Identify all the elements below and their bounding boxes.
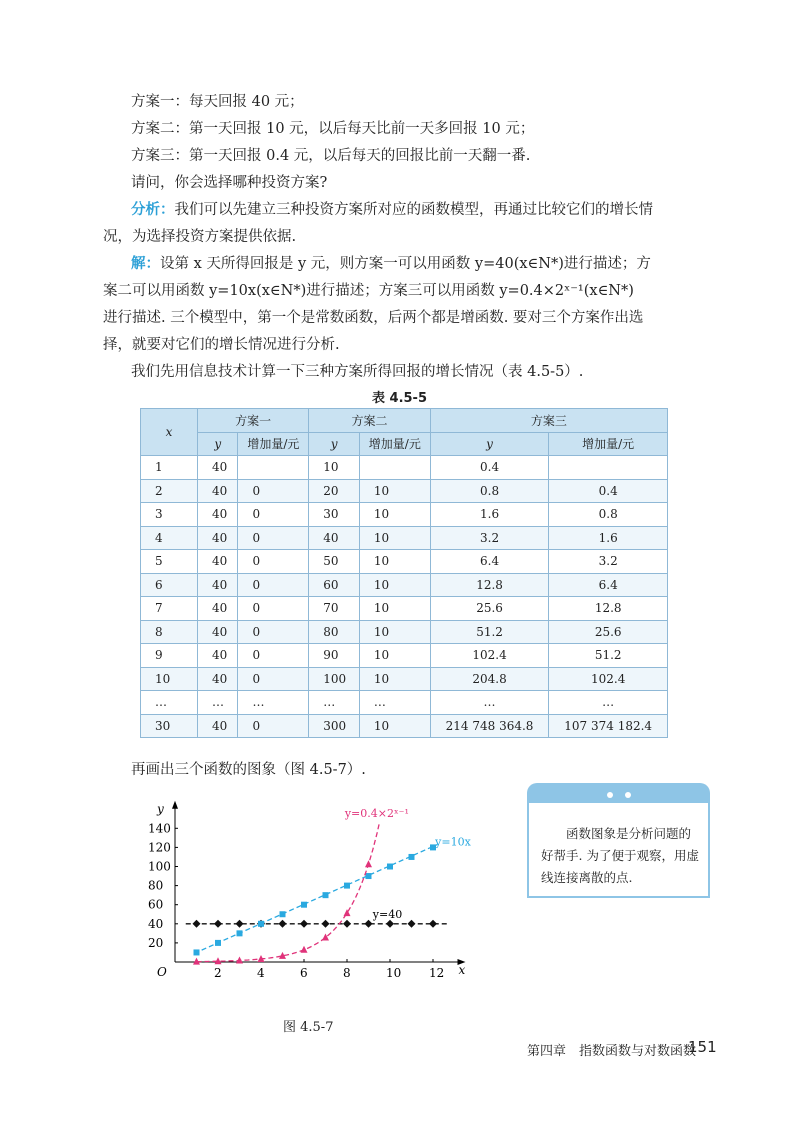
growth-table — [140, 408, 668, 738]
table-header-x: x — [141, 409, 198, 456]
table-cell: 51.2 — [430, 620, 549, 644]
table-cell: 7 — [141, 597, 198, 621]
table-row — [141, 526, 668, 550]
table-cell: 25.6 — [430, 597, 549, 621]
table-row — [141, 503, 668, 527]
data-point — [387, 864, 393, 870]
table-row — [141, 620, 668, 644]
data-point — [366, 873, 372, 879]
analysis-line-1 — [131, 200, 653, 220]
table-cell: 0.8 — [549, 503, 668, 527]
table-row — [141, 691, 668, 715]
table-cell: 30 — [309, 503, 360, 527]
table-cell — [359, 456, 430, 480]
table-cell: 10 — [359, 550, 430, 574]
table-subheader: 增加量/元 — [359, 432, 430, 456]
series-label: y=0.4×2ˣ⁻¹ — [344, 806, 409, 820]
table-cell: 40 — [198, 714, 238, 738]
data-point — [194, 949, 200, 955]
x-axis-label: x — [458, 963, 466, 977]
data-point — [280, 911, 286, 917]
side-note — [527, 783, 710, 898]
note-body — [527, 803, 710, 898]
table-cell: 20 — [309, 479, 360, 503]
solution-line-3: 进行描述. 三个模型中，第一个是常数函数，后两个都是增函数. 要对三个方案作出选 — [103, 310, 644, 326]
table-cell: 1.6 — [430, 503, 549, 527]
data-point — [301, 902, 307, 908]
data-point — [365, 920, 373, 928]
table-caption: 表 4.5-5 — [372, 391, 427, 406]
x-tick-label: 10 — [386, 966, 402, 980]
table-cell: … — [141, 691, 198, 715]
analysis-label: 分析： — [131, 202, 175, 218]
table-cell: 6.4 — [549, 573, 668, 597]
x-tick-label: 8 — [343, 966, 351, 980]
data-point — [193, 920, 201, 928]
data-point — [429, 920, 437, 928]
table-cell: 51.2 — [549, 644, 668, 668]
solution-text-1: 设第 x 天所得回报是 y 元，则方案一可以用函数 y=40(x∈N*)进行描述；方 — [160, 256, 651, 272]
graph-intro: 再画出三个函数的图象（图 4.5-7）. — [131, 762, 366, 778]
table-cell: 1 — [141, 456, 198, 480]
note-dot-icon — [625, 792, 631, 798]
table-subheader: y — [430, 432, 549, 456]
table-cell: … — [198, 691, 238, 715]
table-subheader: y — [198, 432, 238, 456]
table-cell: 10 — [359, 620, 430, 644]
data-point — [237, 930, 243, 936]
origin-label: O — [157, 965, 167, 979]
table-cell: 10 — [309, 456, 360, 480]
table-cell: 40 — [198, 479, 238, 503]
table-cell: 8 — [141, 620, 198, 644]
solution-label: 解： — [131, 256, 160, 272]
table-cell: 9 — [141, 644, 198, 668]
table-cell: 3.2 — [430, 526, 549, 550]
table-cell: 6 — [141, 573, 198, 597]
table-cell: 0 — [238, 550, 309, 574]
table-cell: 3 — [141, 503, 198, 527]
y-axis-arrow-icon — [172, 801, 178, 809]
table-cell: … — [359, 691, 430, 715]
note-dot-icon — [607, 792, 613, 798]
table-subheader: y — [309, 432, 360, 456]
table-cell: 2 — [141, 479, 198, 503]
table-cell: 10 — [359, 479, 430, 503]
table-cell: … — [549, 691, 668, 715]
y-tick-label: 80 — [148, 878, 164, 893]
note-text: 函数图象是分析问题的好帮手. 为了便于观察，用虚线连接离散的点. — [541, 826, 699, 885]
figure-caption: 图 4.5-7 — [283, 1020, 334, 1035]
table-cell: 0 — [238, 526, 309, 550]
data-point — [344, 883, 350, 889]
table-cell: 107 374 182.4 — [549, 714, 668, 738]
series-line — [194, 845, 437, 954]
solution-line-2: 案二可以用函数 y=10x(x∈N*)进行描述；方案三可以用函数 y=0.4×2ˣ⁻¹(x∈N*) — [103, 283, 634, 299]
table-cell: 0 — [238, 714, 309, 738]
table-cell: 0.4 — [430, 456, 549, 480]
question: 请问，你会选择哪种投资方案? — [131, 175, 328, 191]
series-label: y=10x — [435, 835, 471, 849]
table-row — [141, 714, 668, 738]
table-cell: 0.8 — [430, 479, 549, 503]
y-tick-label: 140 — [148, 821, 171, 836]
table-intro: 我们先用信息技术计算一下三种方案所得回报的增长情况（表 4.5-5）. — [131, 364, 584, 380]
table-cell: 50 — [309, 550, 360, 574]
y-tick-label: 60 — [148, 897, 164, 912]
table-cell: 10 — [359, 526, 430, 550]
table-cell: 10 — [359, 644, 430, 668]
table-cell: 0 — [238, 503, 309, 527]
table-header-plan1: 方案一 — [198, 409, 309, 433]
table-cell: 40 — [198, 456, 238, 480]
table-cell — [238, 456, 309, 480]
table-cell: 12.8 — [549, 597, 668, 621]
y-axis-label: y — [157, 801, 164, 816]
table-header-plan3: 方案三 — [430, 409, 667, 433]
solution-line-1 — [131, 254, 651, 274]
data-point — [236, 920, 244, 928]
table-cell: 60 — [309, 573, 360, 597]
table-header-plan2: 方案二 — [309, 409, 430, 433]
table-row — [141, 456, 668, 480]
table-cell: 40 — [198, 597, 238, 621]
table-cell: 0 — [238, 479, 309, 503]
table-cell: 70 — [309, 597, 360, 621]
data-point — [386, 920, 394, 928]
table-subheader: 增加量/元 — [238, 432, 309, 456]
data-point — [301, 946, 308, 953]
table-cell: 90 — [309, 644, 360, 668]
table-cell: 40 — [198, 550, 238, 574]
data-point — [409, 854, 415, 860]
table-cell: … — [309, 691, 360, 715]
data-point — [279, 920, 287, 928]
y-tick-label: 120 — [148, 840, 171, 855]
table-cell: 10 — [359, 597, 430, 621]
table-row — [141, 667, 668, 691]
series-label: y=40 — [372, 907, 403, 921]
plan-three: 方案三：第一天回报 0.4 元，以后每天的回报比前一天翻一番. — [131, 148, 531, 164]
table-cell: 10 — [141, 667, 198, 691]
page-number: 151 — [688, 1038, 717, 1056]
table-cell: 204.8 — [430, 667, 549, 691]
function-graph — [140, 782, 480, 1022]
table-cell: 214 748 364.8 — [430, 714, 549, 738]
y-tick-label: 40 — [148, 916, 164, 931]
table-cell: … — [238, 691, 309, 715]
series-line — [197, 824, 380, 962]
table-row — [141, 597, 668, 621]
table-cell: 40 — [198, 503, 238, 527]
table-cell: 80 — [309, 620, 360, 644]
table-cell: 40 — [309, 526, 360, 550]
table-cell: 1.6 — [549, 526, 668, 550]
table-cell: 10 — [359, 714, 430, 738]
table-subheader: 增加量/元 — [549, 432, 668, 456]
table-cell: … — [430, 691, 549, 715]
y-tick-label: 100 — [148, 859, 171, 874]
x-tick-label: 4 — [257, 966, 265, 980]
data-point — [300, 920, 308, 928]
data-point — [323, 892, 329, 898]
table-cell: 0 — [238, 573, 309, 597]
table-cell: 100 — [309, 667, 360, 691]
analysis-text-1: 我们可以先建立三种投资方案所对应的函数模型，再通过比较它们的增长情 — [174, 202, 653, 218]
table-cell — [549, 456, 668, 480]
table-cell: 102.4 — [430, 644, 549, 668]
table-row — [141, 479, 668, 503]
data-point — [215, 940, 221, 946]
table-row — [141, 573, 668, 597]
table-cell: 10 — [359, 667, 430, 691]
table-cell: 40 — [198, 667, 238, 691]
data-point — [408, 920, 416, 928]
table-cell: 5 — [141, 550, 198, 574]
table-cell: 12.8 — [430, 573, 549, 597]
table-cell: 4 — [141, 526, 198, 550]
x-tick-label: 2 — [214, 966, 222, 980]
table-cell: 40 — [198, 573, 238, 597]
table-cell: 40 — [198, 620, 238, 644]
table-cell: 10 — [359, 573, 430, 597]
table-row — [141, 550, 668, 574]
table-cell: 40 — [198, 644, 238, 668]
data-point — [214, 920, 222, 928]
x-tick-label: 12 — [429, 966, 445, 980]
table-cell: 0.4 — [549, 479, 668, 503]
table-cell: 0 — [238, 597, 309, 621]
table-cell: 10 — [359, 503, 430, 527]
data-point — [322, 934, 329, 941]
table-cell: 6.4 — [430, 550, 549, 574]
plan-two: 方案二：第一天回报 10 元，以后每天比前一天多回报 10 元； — [131, 121, 535, 137]
table-cell: 0 — [238, 667, 309, 691]
table-cell: 102.4 — [549, 667, 668, 691]
y-tick-label: 20 — [148, 935, 164, 950]
data-point — [322, 920, 330, 928]
table-cell: 25.6 — [549, 620, 668, 644]
plan-one: 方案一：每天回报 40 元； — [131, 94, 304, 110]
solution-line-4: 择，就要对它们的增长情况进行分析. — [103, 337, 340, 353]
data-point — [365, 860, 372, 867]
table-row — [141, 644, 668, 668]
chapter-title: 第四章 指数函数与对数函数 — [527, 1044, 697, 1059]
analysis-line-2: 况，为选择投资方案提供依据. — [103, 229, 297, 245]
table-cell: 0 — [238, 644, 309, 668]
data-point — [258, 921, 264, 927]
table-cell: 3.2 — [549, 550, 668, 574]
table-cell: 40 — [198, 526, 238, 550]
x-tick-label: 6 — [300, 966, 308, 980]
table-cell: 0 — [238, 620, 309, 644]
table-cell: 30 — [141, 714, 198, 738]
table-cell: 300 — [309, 714, 360, 738]
data-point — [343, 920, 351, 928]
